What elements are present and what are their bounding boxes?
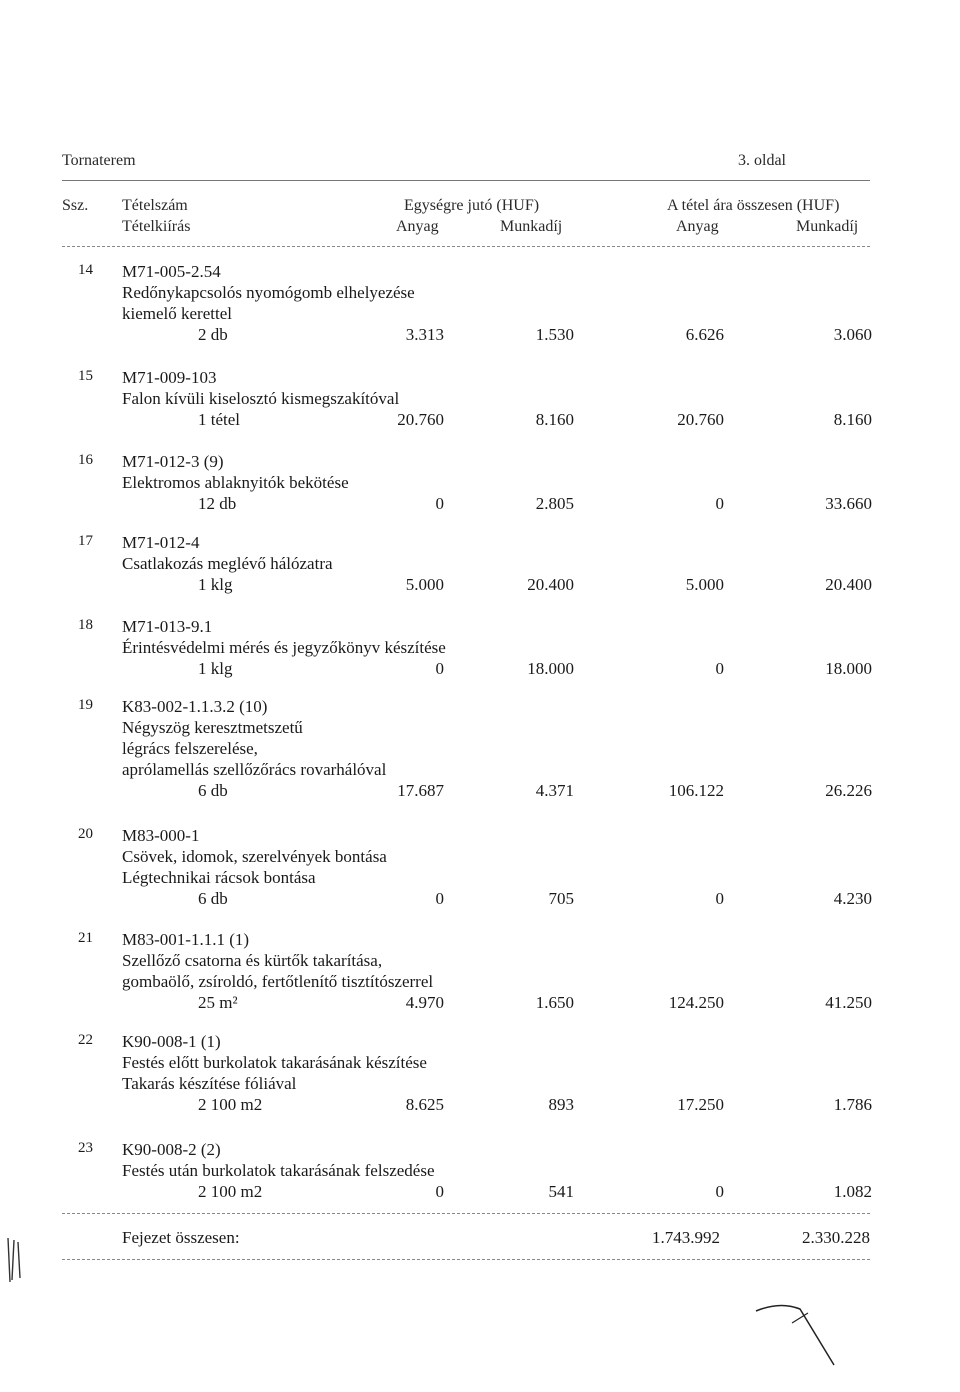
item-number: 18 [78,617,93,633]
item-quantity: 6 db [198,781,228,800]
col-unit-munkadij: Munkadíj [500,218,563,235]
item-unit-anyag: 3.313 [405,325,444,344]
summary-total-anyag: 1.743.992 [652,1228,720,1247]
item-code: M71-013-9.1 [122,617,213,636]
item-total-anyag: 0 [715,889,724,908]
item-code: M83-001-1.1.1 (1) [122,930,250,949]
item-code: K83-002-1.1.3.2 (10) [122,697,268,716]
item-total-munkadij: 18.000 [825,659,872,678]
item-total-munkadij: 4.230 [833,889,872,908]
item-total-munkadij: 26.226 [825,781,872,800]
item-description-line: kiemelő kerettel [122,304,232,323]
item-quantity: 1 tétel [198,410,241,429]
item-description-line: Festés előtt burkolatok takarásának készítése [122,1053,427,1072]
col-ssz: Ssz. [62,197,89,214]
pen-stroke-mark [750,1295,840,1375]
item-code: M71-012-3 (9) [122,452,224,471]
item-unit-munkadij: 541 [548,1182,574,1201]
item-total-anyag: 20.760 [677,410,724,429]
item-unit-anyag: 0 [435,659,444,678]
item-unit-munkadij: 18.000 [527,659,574,678]
item-description-line: Csatlakozás meglévő hálózatra [122,554,333,573]
item-description-line: Csövek, idomok, szerelvények bontása [122,847,387,866]
column-header-rule [62,246,870,247]
item-quantity: 6 db [198,889,228,908]
item-number: 19 [78,697,93,713]
item-total-munkadij: 33.660 [825,494,872,513]
item-total-munkadij: 41.250 [825,993,872,1012]
header-rule [62,180,870,181]
item-unit-munkadij: 8.160 [535,410,574,429]
col-total-munkadij: Munkadíj [796,218,859,235]
item-total-munkadij: 1.082 [833,1182,872,1201]
item-unit-anyag: 20.760 [397,410,444,429]
item-total-munkadij: 1.786 [833,1095,872,1114]
item-number: 22 [78,1032,93,1048]
summary-bottom-rule [62,1259,870,1260]
item-total-anyag: 17.250 [677,1095,724,1114]
item-total-anyag: 106.122 [668,781,724,800]
item-total-munkadij: 3.060 [833,325,872,344]
item-total-munkadij: 8.160 [833,410,872,429]
handwritten-mark [0,1230,30,1290]
item-unit-anyag: 0 [435,1182,444,1201]
item-description-line: Falon kívüli kiselosztó kismegszakítóval [122,389,400,408]
item-quantity: 2 100 m2 [198,1182,263,1201]
item-description-line: aprólamellás szellőzőrács rovarhálóval [122,760,387,779]
item-code: M71-012-4 [122,533,200,552]
item-number: 23 [78,1140,93,1156]
item-number: 20 [78,826,93,842]
item-code: K90-008-1 (1) [122,1032,221,1051]
item-unit-anyag: 4.970 [405,993,444,1012]
item-unit-munkadij: 4.371 [535,781,574,800]
item-total-anyag: 6.626 [685,325,724,344]
item-description-line: gombaölő, zsíroldó, fertőtlenítő tisztítószerrel [122,972,434,991]
item-unit-anyag: 0 [435,494,444,513]
item-unit-munkadij: 20.400 [527,575,574,594]
item-quantity: 12 db [198,494,237,513]
item-total-anyag: 124.250 [668,993,724,1012]
col-tetelkiiras: Tételkiírás [122,218,191,235]
item-total-anyag: 5.000 [685,575,724,594]
item-total-anyag: 0 [715,1182,724,1201]
item-unit-munkadij: 2.805 [535,494,574,513]
item-number: 15 [78,368,93,384]
item-unit-anyag: 8.625 [405,1095,444,1114]
item-quantity: 25 m² [198,993,238,1012]
item-quantity: 1 klg [198,575,233,594]
item-total-anyag: 0 [715,494,724,513]
item-unit-munkadij: 705 [548,889,574,908]
item-unit-munkadij: 1.650 [535,993,574,1012]
item-code: M83-000-1 [122,826,200,845]
item-quantity: 2 100 m2 [198,1095,263,1114]
item-number: 21 [78,930,93,946]
item-number: 17 [78,533,93,549]
item-unit-anyag: 17.687 [397,781,444,800]
item-description-line: légrács felszerelése, [122,739,258,758]
item-unit-anyag: 5.000 [405,575,444,594]
item-unit-anyag: 0 [435,889,444,908]
item-description-line: Elektromos ablaknyitók bekötése [122,473,349,492]
col-tetelszam: Tételszám [122,197,188,214]
summary-top-rule [62,1213,870,1214]
item-description-line: Festés után burkolatok takarásának felszedése [122,1161,435,1180]
item-total-anyag: 0 [715,659,724,678]
col-osszesen: A tétel ára összesen (HUF) [667,197,840,214]
item-total-munkadij: 20.400 [825,575,872,594]
item-description-line: Légtechnikai rácsok bontása [122,868,316,887]
summary-total-munkadij: 2.330.228 [802,1228,870,1247]
item-unit-munkadij: 893 [548,1095,574,1114]
item-description-line: Érintésvédelmi mérés és jegyzőkönyv készítése [122,638,446,657]
item-code: M71-009-103 [122,368,217,387]
col-total-anyag: Anyag [676,218,719,235]
item-description-line: Redőnykapcsolós nyomógomb elhelyezése [122,283,415,302]
page-number: 3. oldal [738,152,786,169]
col-unit-anyag: Anyag [396,218,439,235]
item-number: 16 [78,452,93,468]
item-description-line: Négyszög keresztmetszetű [122,718,303,737]
item-number: 14 [78,262,93,278]
document-title: Tornaterem [62,152,136,169]
item-code: K90-008-2 (2) [122,1140,221,1159]
summary-label: Fejezet összesen: [122,1228,240,1247]
item-quantity: 1 klg [198,659,233,678]
item-quantity: 2 db [198,325,228,344]
item-code: M71-005-2.54 [122,262,221,281]
item-description-line: Takarás készítése fóliával [122,1074,297,1093]
col-egysegre: Egységre jutó (HUF) [404,197,540,214]
item-description-line: Szellőző csatorna és kürtők takarítása, [122,951,383,970]
item-unit-munkadij: 1.530 [535,325,574,344]
